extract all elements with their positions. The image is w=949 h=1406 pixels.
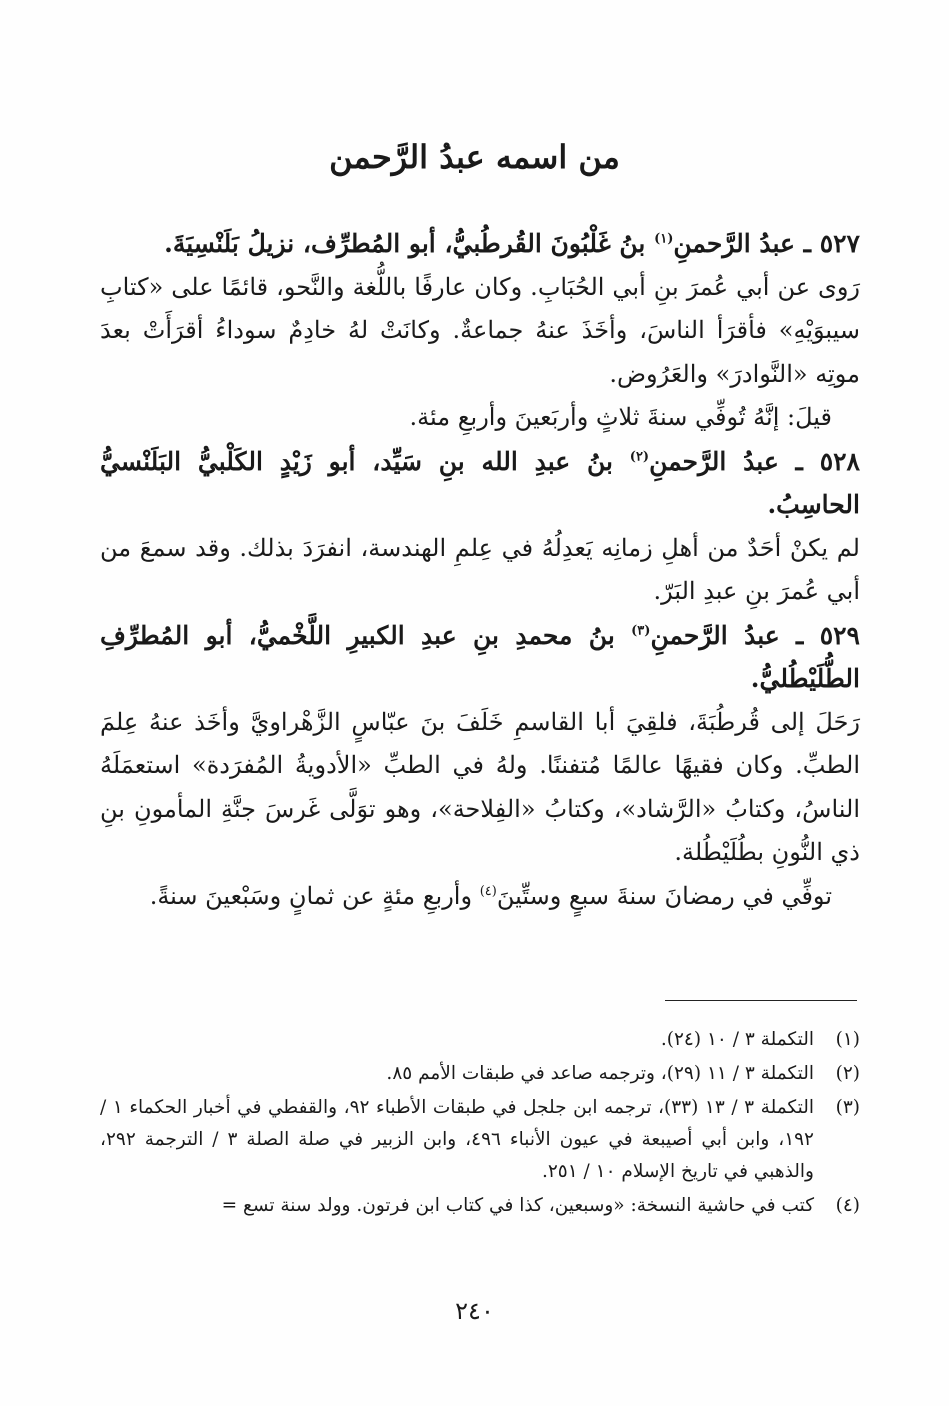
entry-lineage: بنُ غَلْبُونَ القُرطُبيُّ، أبو المُطرِّف، نزيلُ بَلَنْسِيَةَ.	[164, 229, 655, 258]
footnote-number: (٣)	[835, 1097, 860, 1118]
footnote-text: التكملة ٣ / ١١ (٢٩)، وترجمه صاعد في طبقات الأمم ٨٥.	[386, 1063, 814, 1084]
page-title: من اسمه عبدُ الرَّحمن	[329, 138, 620, 176]
entry-heading	[100, 614, 860, 701]
entry-name: ٥٢٧ ـ عبدُ الرَّحمنِ	[673, 229, 860, 258]
entry-paragraph: لم يكنْ أحَدٌ من أهلِ زمانِه يَعدِلُهُ في عِلمِ الهندسة، انفرَدَ بذلك. وقد سمعَ من أبي عُمرَ بنِ عبدِ البَرّ.	[100, 533, 860, 605]
footnote	[100, 1190, 860, 1222]
footnote-separator	[665, 1000, 857, 1001]
entry-name: ٥٢٩ ـ عبدُ الرَّحمنِ	[650, 620, 860, 650]
entry-heading	[100, 222, 860, 266]
footnote-ref[interactable]: (١)	[654, 231, 674, 247]
footnote-text: كتب في حاشية النسخة: «وسبعين، كذا في كتاب ابن فرتون. وولد سنة تسع =	[221, 1195, 814, 1216]
entry-lineage: بنُ محمدِ بنِ عبدِ الكبيرِ اللَّخْميُّ، أبو المُطرِّفِ الطُّلَيْطُليُّ.	[100, 620, 860, 693]
main-text	[100, 222, 860, 918]
footnote-text: التكملة ٣ / ١٣ (٣٣)، ترجمه ابن جلجل في طبقات الأطباء ٩٢، والقفطي في أخبار الحكماء ١ / ١٩٢، وابن أبي أصيبعة في عيون الأنباء ٤٩٦، وابن الزبير في صلة الصلة ٣ / الترجمة ٢٩٢، والذهبي في تاريخ الإسلام ١٠ / ٢٥١.	[100, 1097, 814, 1182]
footnote	[100, 1024, 860, 1056]
footnote-ref[interactable]: (٣)	[631, 623, 651, 639]
entry-name: ٥٢٨ ـ عبدُ الرَّحمنِ	[649, 446, 860, 476]
footnote-ref[interactable]: (٢)	[629, 449, 650, 465]
death-text-end: وأربعِ مئةٍ عن ثمانٍ وسَبْعينَ سنةً.	[149, 881, 480, 910]
death-text: توفِّي في رمضانَ سنةَ سبعٍ وستِّينَ	[496, 881, 832, 910]
footnote-number: (١)	[835, 1029, 860, 1050]
footnote-number: (٤)	[835, 1195, 860, 1216]
entry-heading	[100, 440, 860, 527]
footnotes	[100, 1024, 860, 1224]
entry-paragraph	[100, 875, 860, 919]
footnote	[100, 1058, 860, 1090]
footnote-text: التكملة ٣ / ١٠ (٢٤).	[660, 1029, 814, 1050]
footnote-ref[interactable]: (٤)	[479, 883, 497, 899]
entry-paragraph: رَحَلَ إلى قُرطُبَةَ، فلقِيَ أبا القاسمِ خَلَفَ بنَ عبّاسٍ الزَّهْراويَّ وأخَذ عنهُ عِلمَ الطبِّ. وكان فقيهًا عالمًا مُتفننًا. ولهُ في الطبِّ «الأدويةُ المُفرَدة» استعمَلَهُ الناسُ، وكتابُ «الرَّشاد»، وكتابُ «الفِلاحة»، وهو توَلَّى غَرسَ جنَّةِ المأمونِ بنِ ذي النُّونِ بطُلَيْطُلة.	[100, 707, 861, 866]
entry-lineage: بنُ عبدِ الله بنِ سَيِّد، أبو زَيْدٍ الكَلْبيُّ البَلَنْسيُّ الحاسِبُ.	[100, 446, 860, 519]
footnote	[100, 1092, 860, 1188]
page-number: ٢٤٠	[455, 1297, 494, 1325]
footnote-number: (٢)	[835, 1063, 860, 1084]
entry-paragraph: قيلَ: إنَّهُ تُوفِّي سنةَ ثلاثٍ وأربَعينَ وأربعِ مئة.	[409, 403, 832, 431]
entry-paragraph: رَوى عن أبي عُمرَ بنِ أبي الحُبَابِ. وكان عارفًا باللُّغة والنَّحو، قائمًا على «كتابِ سيبوَيْهِ» فأقرَأ الناسَ، وأخَذَ عنهُ جماعةٌ. وكانَتْ لهُ خادِمٌ سوداءُ أقرَأَتْ بعدَ موتِه «النَّوادرَ» والعَرُوض.	[100, 272, 860, 388]
